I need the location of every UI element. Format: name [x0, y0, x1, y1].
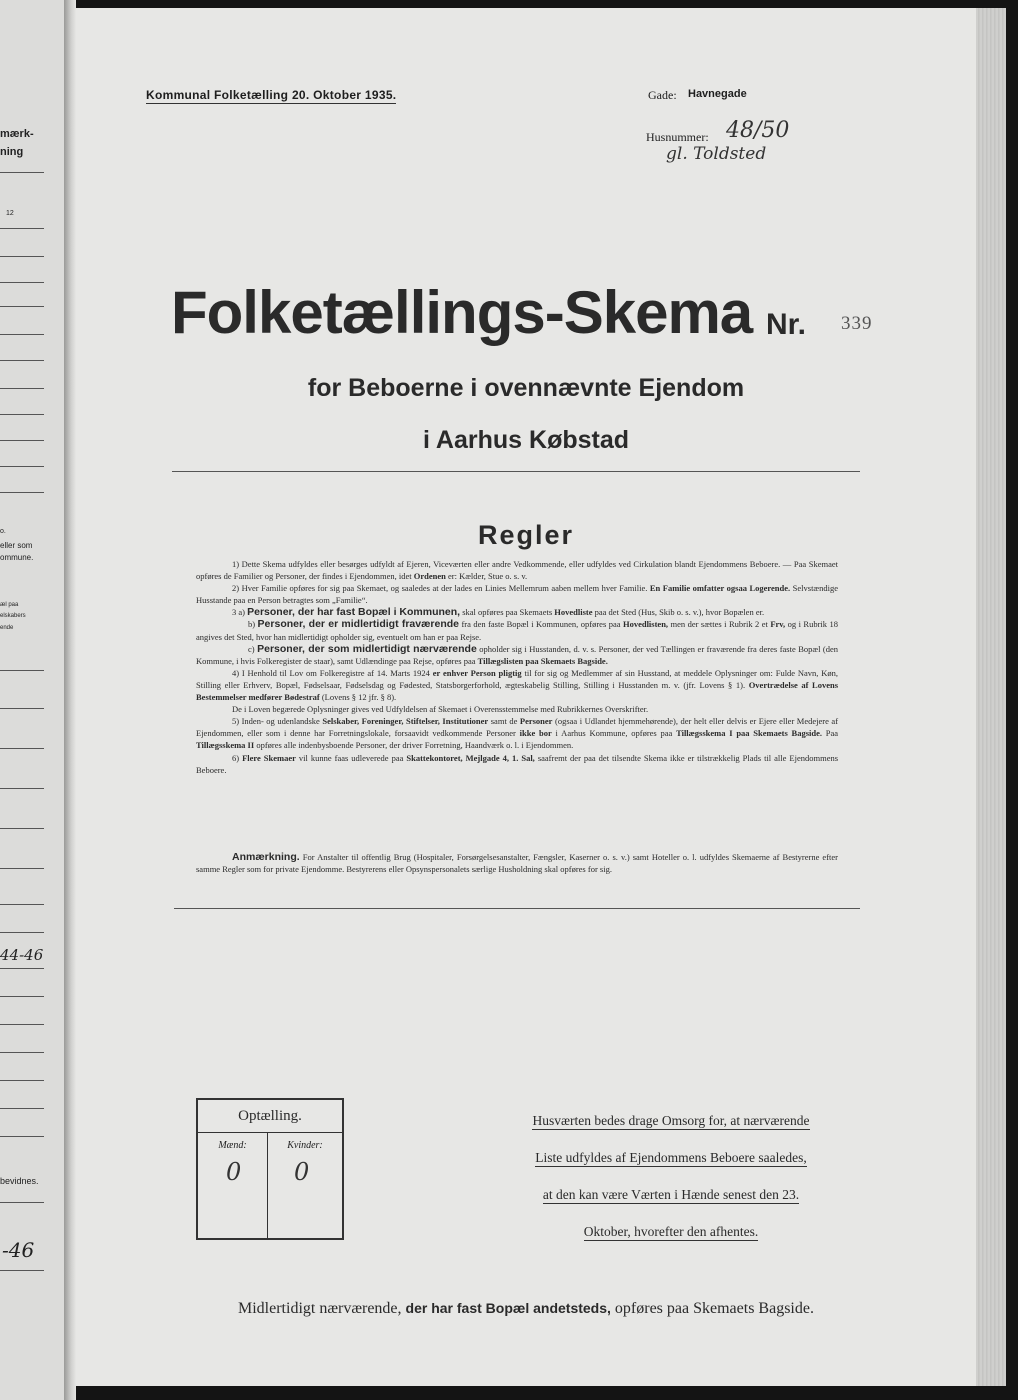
rule-3b: b) Personer, der er midlertidigt fraværende fra den faste Bopæl i Kommunen, opføres paa Hovedlisten, men der sættes i Rubrik 2 et Frv, og i Rubrik 18 angives det Sted, hvor han midlertidigt opholder sig, eventuelt om han er paa Rejse. [196, 618, 838, 642]
street-label: Gade: [648, 88, 677, 102]
left-handwritten: 44-46 [0, 946, 44, 964]
left-fragment: bevidnes. [0, 1176, 39, 1186]
rule-3a: 3 a) Personer, der har fast Bopæl i Kommunen, skal opføres paa Skemaets Hovedliste paa det Sted (Hus, Skib o. s. v.), hvor Bopælen er. [232, 606, 765, 619]
count-title: Optælling. [238, 1108, 302, 1124]
men-count: 0 [226, 1158, 242, 1186]
house-number-label: Husnummer: [646, 130, 709, 144]
census-header: Kommunal Folketælling 20. Oktober 1935. [146, 88, 397, 102]
rules-body [196, 558, 838, 776]
left-fragment: 12 [6, 210, 14, 217]
landlord-notice [501, 1102, 841, 1250]
left-fragment: ommune. [0, 553, 34, 562]
previous-page-strip [0, 0, 64, 1400]
rule-5: 5) Inden- og udenlandske Selskaber, Foreninger, Stiftelser, Institutioner samt de Personer (ogsaa i Udlandet hjemmehørende), der helt eller delvis er Ejere eller Medejere af Ejendommen, eller som i denne har Forretningslokale, forsaavidt vedkommende Personer ikke bor i Aarhus Kommune, opføres paa Tillægsskema I paa Skemaets Bagside. Paa Tillægsskema II opføres alle indenbysboende Personer, der driver Forretning, Haandværk o. l. i Ejendommen. [196, 716, 839, 751]
notice-line: Liste udfyldes af Ejendommens Beboere saaledes, [535, 1150, 807, 1165]
book-spine [64, 0, 76, 1400]
footer-note: Midlertidigt nærværende, der har fast Bopæl andetsteds, opføres paa Skemaets Bagside. [238, 1300, 814, 1317]
left-handwritten: -46 [2, 1238, 35, 1262]
remark-label: Anmærkning. [232, 851, 300, 863]
left-fragment: o. [0, 528, 6, 535]
street-value: Havnegade [688, 88, 747, 100]
left-fragment: eller som [0, 541, 33, 550]
rule-4-note: De i Loven begærede Oplysninger gives ved Udfyldelsen af Skemaet i Overensstemmelse med Rubrikkernes Overskrifter. [232, 704, 649, 715]
rule-6: 6) Flere Skemaer vil kunne faas udleverede paa Skattekontoret, Mejlgade 4, 1. Sal, saafremt der paa det tilsendte Skema ikke er tilstrækkelig Plads til alle Ejendommens Beboere. [196, 752, 839, 775]
divider [172, 471, 860, 472]
form-subtitle-city: i Aarhus Købstad [422, 426, 630, 454]
rule-3c: c) Personer, der som midlertidigt nærværende opholder sig i Husstanden, d. v. s. Personer, der ved Tællingen er fraværende fra deres faste Bopæl (den Kommune, i hvis Folkeregister de staar), samt Udlændinge paa Rejse, opføres paa Tillægslisten paa Skemaets Bagside. [196, 642, 839, 666]
women-count: 0 [294, 1158, 310, 1186]
rule-1: 1) Dette Skema udfyldes eller besørges udfyldt af Ejeren, Viceværten eller andre Vedkommende, eller udfyldes ved Cirkulation blandt Ejendommens Beboere. — Paa Skemaet opføres de Familier og Personer, der findes i Ejendommen, idet Ordenen er: Kælder, Stue o. s. v. [196, 559, 838, 582]
left-fragment: mærk- [0, 128, 34, 140]
form-number-label: Nr. [766, 308, 807, 341]
rule-4: 4) I Henhold til Lov om Folkeregistre af 14. Marts 1924 er enhver Person pligtig til for sig og Medlemmer af sin Husstand, at meddele Oplysninger om: Fulde Navn, Køn, Stilling eller Erhverv, Bopæl, Fødselsaar, Fødselsdag og Fødested, Statsborgerforhold, ægteskabelig Stilling, Stilling i Husstanden m. v. (jfr. Lovens § 1). Overtrædelse af Lovens Bestemmelser medfører Bødestraf (Lovens § 12 jfr. § 8). [196, 667, 839, 703]
remark [196, 851, 838, 875]
form-subtitle: for Beboerne i ovennævnte Ejendom [307, 374, 745, 402]
count-box [196, 1098, 344, 1240]
form-number-value: 339 [841, 313, 873, 334]
notice-line: at den kan være Værten i Hænde senest den 23. [542, 1187, 800, 1202]
notice-line: Oktober, hvorefter den afhentes. [583, 1224, 759, 1239]
remark-text: For Anstalter til offentlig Brug (Hospitaler, Forsørgelsesanstalter, Fængsler, Kaserner o. s. v.) samt Hoteller o. l. udfyldes Skemaerne af Bestyrerne efter samme Regler som for private Ejendomme. Bestyrerens eller Opsynspersonalets særlige Husholdning skal opføres for sig. [196, 852, 839, 875]
men-label: Mænd: [218, 1140, 247, 1151]
form-title: Folketællings-Skema [171, 279, 753, 346]
divider [174, 908, 860, 909]
census-form-page [76, 8, 976, 1386]
left-fragment: ning [0, 146, 24, 158]
rules-heading: Regler [477, 520, 575, 550]
left-fragment: elskabers [0, 613, 26, 619]
left-fragment: æl paa [0, 602, 19, 608]
left-fragment: ende [0, 625, 14, 631]
house-number-old-name: gl. Toldsted [666, 144, 767, 164]
notice-line: Husværten bedes drage Omsorg for, at nærværende [532, 1113, 810, 1128]
women-label: Kvinder: [287, 1140, 323, 1151]
house-number-value: 48/50 [726, 118, 790, 143]
page-edges [976, 8, 1006, 1386]
rule-2: 2) Hver Familie opføres for sig paa Skemaet, og saaledes at der lades en Linies Mellemrum aaben mellem hver Familie. En Familie omfatter ogsaa Logerende. Selvstændige Husstande paa en Person betragtes som „Familie“. [196, 583, 838, 606]
